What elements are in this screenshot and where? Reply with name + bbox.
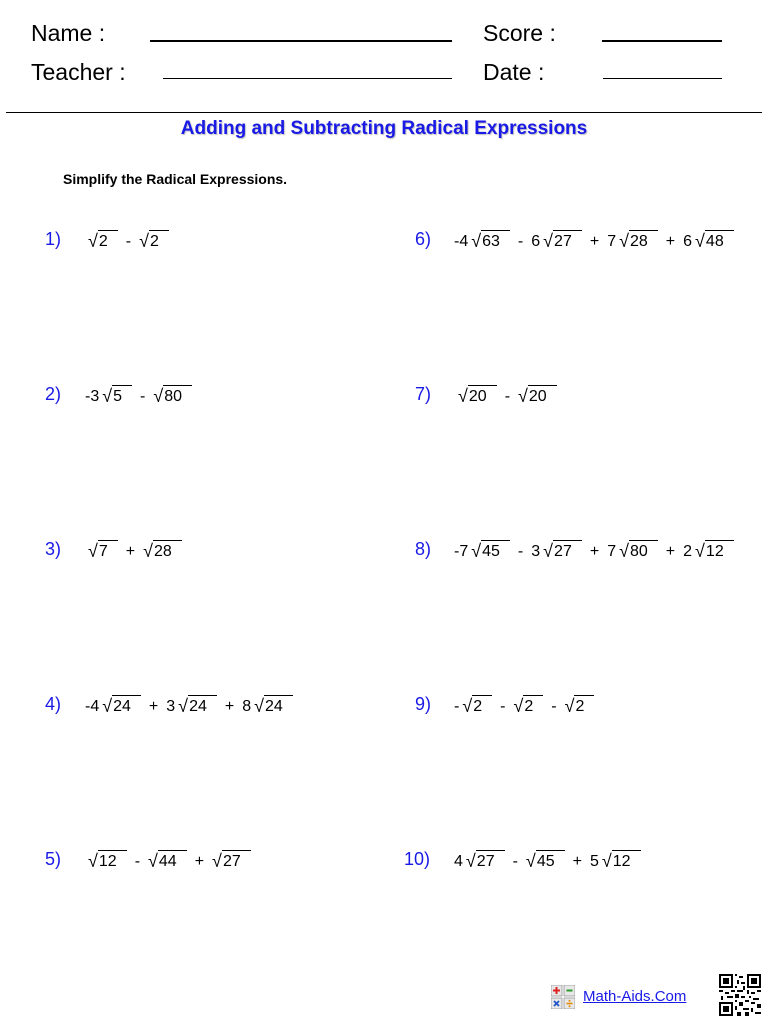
operator: + bbox=[125, 543, 136, 560]
radicand: 80 bbox=[163, 385, 192, 406]
operator: - bbox=[517, 233, 524, 250]
radicand: 27 bbox=[222, 850, 251, 871]
header-divider bbox=[6, 112, 762, 113]
math-aids-link[interactable]: Math-Aids.Com bbox=[583, 988, 687, 1005]
radicand: 2 bbox=[472, 695, 492, 716]
radical-sign-icon: √ bbox=[254, 696, 264, 716]
problem-number: 7) bbox=[415, 384, 432, 404]
radical-sign-icon: √ bbox=[471, 541, 482, 561]
radicand: 24 bbox=[264, 695, 293, 716]
radical-sign-icon: √ bbox=[153, 386, 164, 406]
radical-sign-icon: √ bbox=[564, 696, 575, 716]
coefficient: 6 bbox=[531, 233, 541, 250]
radical bbox=[695, 540, 734, 561]
radical-sign-icon: √ bbox=[619, 231, 629, 251]
radical bbox=[466, 850, 505, 871]
radical-sign-icon: √ bbox=[601, 851, 612, 871]
radical bbox=[619, 230, 658, 251]
radical bbox=[526, 850, 565, 871]
radicand: 27 bbox=[553, 230, 582, 251]
coefficient: -7 bbox=[454, 543, 469, 560]
radical bbox=[471, 230, 510, 251]
operator: + bbox=[589, 233, 600, 250]
problem-expression bbox=[85, 385, 192, 406]
radicand: 45 bbox=[481, 540, 510, 561]
problem-number: 2) bbox=[45, 384, 62, 404]
operator: - bbox=[140, 388, 146, 405]
radical-sign-icon: √ bbox=[695, 541, 705, 561]
radicand: 20 bbox=[468, 385, 497, 406]
date-label: Date : bbox=[483, 59, 545, 85]
coefficient: 2 bbox=[683, 543, 693, 560]
problem-expression bbox=[454, 230, 734, 251]
radicand: 12 bbox=[705, 540, 734, 561]
operator: + bbox=[194, 853, 205, 870]
coefficient: - bbox=[454, 698, 460, 715]
operator: + bbox=[224, 698, 235, 715]
radical bbox=[602, 850, 641, 871]
radical-sign-icon: √ bbox=[525, 851, 536, 871]
page-title: Adding and Subtracting Radical Expressions bbox=[180, 118, 588, 139]
operator: - bbox=[134, 853, 141, 870]
operator: + bbox=[572, 853, 582, 870]
radical bbox=[543, 230, 582, 251]
problem-number: 4) bbox=[45, 694, 62, 714]
radicand: 2 bbox=[98, 230, 118, 251]
radical-sign-icon: √ bbox=[88, 851, 98, 871]
radical-sign-icon: √ bbox=[471, 231, 482, 251]
radicand: 5 bbox=[112, 385, 132, 406]
radicand: 12 bbox=[612, 850, 641, 871]
problem-expression bbox=[454, 695, 594, 716]
radicand: 27 bbox=[553, 540, 582, 561]
problem-expression bbox=[88, 230, 169, 251]
problem-number: 5) bbox=[45, 849, 62, 869]
radicand: 28 bbox=[153, 540, 182, 561]
radical-sign-icon: √ bbox=[102, 386, 113, 406]
radical-sign-icon: √ bbox=[619, 541, 629, 561]
radicand: 2 bbox=[149, 230, 169, 251]
radical-sign-icon: √ bbox=[178, 696, 189, 716]
radical bbox=[619, 540, 658, 561]
radicand: 24 bbox=[188, 695, 217, 716]
problem-number: 1) bbox=[45, 229, 62, 249]
radical-sign-icon: √ bbox=[543, 231, 554, 251]
radicand: 63 bbox=[481, 230, 510, 251]
radical-sign-icon: √ bbox=[462, 696, 473, 716]
operator: + bbox=[148, 698, 159, 715]
coefficient: 7 bbox=[607, 233, 617, 250]
radical bbox=[513, 695, 543, 716]
name-label: Name : bbox=[31, 20, 106, 46]
radical bbox=[518, 385, 557, 406]
radicand: 12 bbox=[98, 850, 127, 871]
score-label: Score : bbox=[483, 20, 556, 46]
operator: + bbox=[665, 543, 676, 560]
radical-sign-icon: √ bbox=[212, 851, 222, 871]
operator: - bbox=[551, 698, 557, 715]
problem-expression bbox=[454, 850, 641, 871]
radicand: 2 bbox=[574, 695, 594, 716]
radicand: 48 bbox=[705, 230, 734, 251]
radical-sign-icon: √ bbox=[148, 851, 158, 871]
coefficient: 8 bbox=[242, 698, 252, 715]
radicand: 24 bbox=[112, 695, 141, 716]
operator: + bbox=[589, 543, 600, 560]
coefficient: 3 bbox=[531, 543, 541, 560]
problem-expression bbox=[454, 540, 734, 561]
problem-number: 3) bbox=[45, 539, 62, 559]
radical bbox=[471, 540, 510, 561]
calculator-icon bbox=[551, 985, 575, 1009]
radicand: 2 bbox=[523, 695, 543, 716]
instructions: Simplify the Radical Expressions. bbox=[63, 171, 288, 187]
coefficient: 3 bbox=[166, 698, 176, 715]
problem-expression bbox=[88, 850, 251, 871]
problem-number: 6) bbox=[415, 229, 432, 249]
radicand: 80 bbox=[629, 540, 658, 561]
radical bbox=[88, 230, 118, 251]
radicand: 28 bbox=[629, 230, 658, 251]
operator: - bbox=[517, 543, 524, 560]
coefficient: -3 bbox=[85, 388, 100, 405]
score-line[interactable] bbox=[602, 40, 722, 42]
radical bbox=[102, 385, 132, 406]
radical bbox=[102, 695, 141, 716]
coefficient: -4 bbox=[454, 233, 469, 250]
operator: - bbox=[512, 853, 518, 870]
radical bbox=[88, 540, 118, 561]
problem-number: 10) bbox=[404, 849, 431, 869]
coefficient: 7 bbox=[607, 543, 617, 560]
radical bbox=[143, 540, 182, 561]
problem-expression bbox=[88, 540, 182, 561]
problem-number: 9) bbox=[415, 694, 432, 714]
teacher-line[interactable] bbox=[163, 78, 452, 79]
radical bbox=[148, 850, 187, 871]
radical-sign-icon: √ bbox=[143, 541, 154, 561]
radicand: 44 bbox=[158, 850, 187, 871]
radical-sign-icon: √ bbox=[695, 231, 705, 251]
operator: - bbox=[500, 698, 506, 715]
radical bbox=[458, 385, 497, 406]
coefficient: 5 bbox=[589, 853, 599, 870]
radical-sign-icon: √ bbox=[465, 851, 476, 871]
radical bbox=[462, 695, 492, 716]
radicand: 20 bbox=[528, 385, 557, 406]
radical-sign-icon: √ bbox=[543, 541, 554, 561]
problem-number: 8) bbox=[415, 539, 432, 559]
radical bbox=[543, 540, 582, 561]
radical bbox=[153, 385, 192, 406]
radical-sign-icon: √ bbox=[518, 386, 528, 406]
operator: - bbox=[125, 233, 132, 250]
radical bbox=[88, 850, 127, 871]
radical-sign-icon: √ bbox=[139, 231, 150, 251]
radical-sign-icon: √ bbox=[102, 696, 113, 716]
problem-expression bbox=[458, 385, 557, 406]
coefficient: -4 bbox=[85, 698, 100, 715]
radical bbox=[212, 850, 251, 871]
radical-sign-icon: √ bbox=[513, 696, 524, 716]
radical bbox=[139, 230, 169, 251]
operator: - bbox=[504, 388, 511, 405]
qr-code-icon bbox=[719, 974, 761, 1016]
teacher-label: Teacher : bbox=[31, 59, 126, 85]
coefficient: 6 bbox=[683, 233, 693, 250]
operator: + bbox=[665, 233, 676, 250]
radical-sign-icon: √ bbox=[88, 231, 98, 251]
problem-expression bbox=[85, 695, 293, 716]
radical bbox=[254, 695, 293, 716]
radical bbox=[565, 695, 595, 716]
radical bbox=[178, 695, 217, 716]
radicand: 45 bbox=[536, 850, 565, 871]
name-line[interactable] bbox=[150, 40, 452, 42]
radicand: 27 bbox=[476, 850, 505, 871]
radical bbox=[695, 230, 734, 251]
date-line[interactable] bbox=[603, 78, 722, 79]
radicand: 7 bbox=[98, 540, 118, 561]
radical-sign-icon: √ bbox=[88, 541, 98, 561]
radical-sign-icon: √ bbox=[458, 386, 468, 406]
coefficient: 4 bbox=[454, 853, 463, 870]
